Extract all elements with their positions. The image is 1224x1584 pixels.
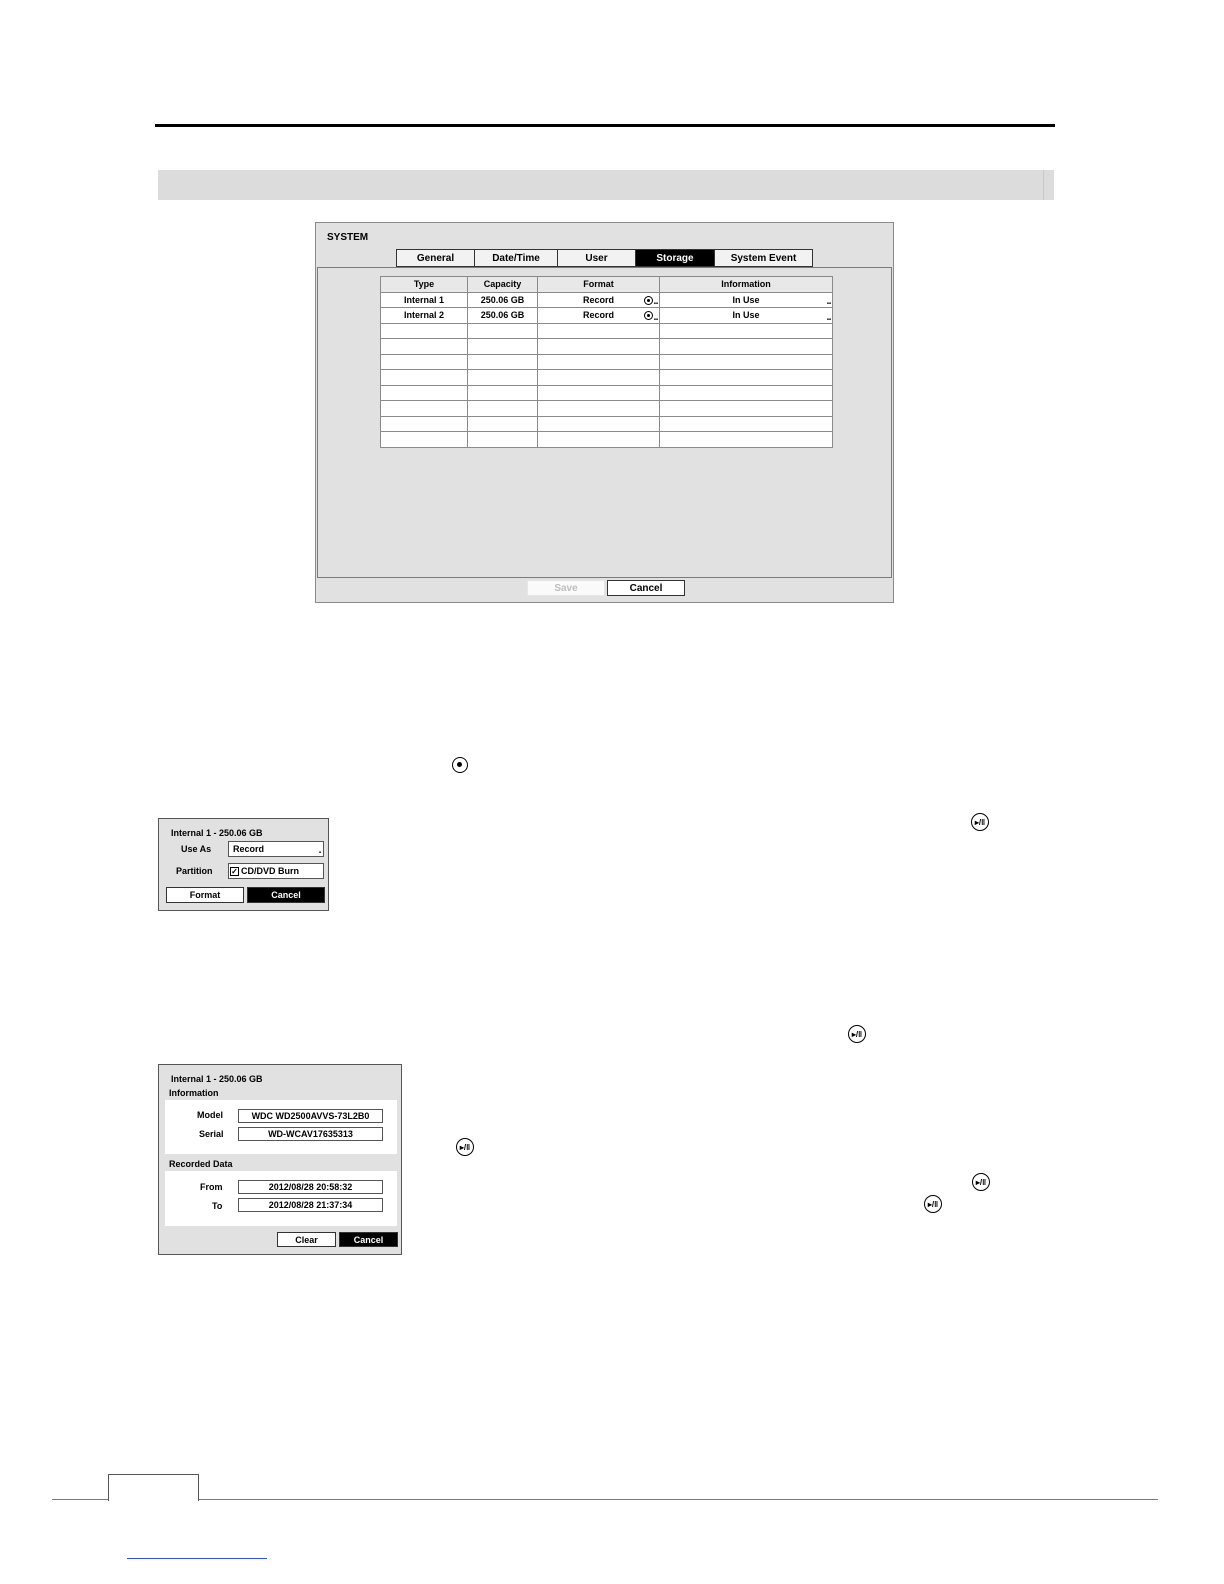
play-pause-icon: ▸/‖ bbox=[456, 1138, 474, 1156]
checkbox-checked-icon[interactable]: ✓ bbox=[231, 866, 238, 876]
format-cell bbox=[538, 323, 660, 339]
play-pause-icon: ▸/‖ bbox=[971, 813, 989, 831]
table-row bbox=[381, 401, 833, 417]
tab-general[interactable]: General bbox=[396, 249, 475, 267]
format-cell-label: Record bbox=[582, 294, 614, 305]
format-cell bbox=[538, 385, 660, 401]
from-field: 2012/08/28 20:58:32 bbox=[238, 1180, 383, 1194]
to-field: 2012/08/28 21:37:34 bbox=[238, 1198, 383, 1212]
capacity-cell bbox=[468, 416, 538, 432]
play-pause-icon: ▸/‖ bbox=[848, 1025, 866, 1043]
information-cell bbox=[660, 385, 833, 401]
cancel-button[interactable]: Cancel bbox=[339, 1232, 398, 1247]
storage-table bbox=[380, 276, 833, 448]
information-cell bbox=[660, 432, 833, 448]
tab-bar bbox=[396, 249, 813, 267]
dialog-title: Internal 1 - 250.06 GB bbox=[171, 1074, 263, 1084]
format-cell bbox=[538, 432, 660, 448]
format-radio-icon[interactable] bbox=[644, 296, 653, 305]
information-heading: Information bbox=[169, 1088, 219, 1098]
play-pause-icon: ▸/‖ bbox=[972, 1173, 990, 1191]
format-cell bbox=[538, 339, 660, 355]
from-label: From bbox=[200, 1182, 223, 1192]
clear-button[interactable]: Clear bbox=[277, 1232, 336, 1247]
save-button[interactable]: Save bbox=[527, 580, 605, 596]
section-heading-bar bbox=[158, 170, 1054, 200]
information-cell bbox=[660, 339, 833, 355]
use-as-label: Use As bbox=[181, 844, 212, 854]
format-cell bbox=[538, 370, 660, 386]
tab-user[interactable]: User bbox=[558, 249, 636, 267]
capacity-cell bbox=[468, 401, 538, 417]
information-cell[interactable]: In Use ▪▪ bbox=[660, 308, 833, 324]
table-row bbox=[381, 416, 833, 432]
column-header-capacity: Capacity bbox=[468, 277, 538, 293]
disk-information-dialog bbox=[158, 1064, 402, 1255]
format-cell[interactable]: Record ▪▪ bbox=[538, 308, 660, 324]
table-row bbox=[381, 354, 833, 370]
table-row[interactable] bbox=[381, 308, 833, 324]
table-row bbox=[381, 385, 833, 401]
capacity-cell bbox=[468, 432, 538, 448]
format-dialog bbox=[158, 818, 329, 911]
tab-date-time[interactable]: Date/Time bbox=[475, 249, 558, 267]
partition-value: CD/DVD Burn bbox=[241, 866, 299, 876]
type-cell bbox=[381, 354, 468, 370]
cancel-button[interactable]: Cancel bbox=[247, 887, 325, 903]
tab-system-event[interactable]: System Event bbox=[715, 249, 813, 267]
information-cell bbox=[660, 370, 833, 386]
footer-link-underline bbox=[127, 1558, 267, 1559]
header-rule bbox=[155, 124, 1055, 127]
radio-dot-icon bbox=[452, 757, 468, 773]
table-row[interactable] bbox=[381, 292, 833, 308]
type-cell bbox=[381, 370, 468, 386]
format-cell[interactable]: Record ▪▪ bbox=[538, 292, 660, 308]
partition-field[interactable] bbox=[228, 863, 324, 879]
format-cell bbox=[538, 354, 660, 370]
information-cell-label: In Use bbox=[732, 310, 760, 321]
use-as-dropdown[interactable] bbox=[228, 841, 324, 857]
dropdown-marker-icon: ▪ bbox=[318, 850, 321, 856]
table-row bbox=[381, 323, 833, 339]
information-cell[interactable]: In Use ▪▪ bbox=[660, 292, 833, 308]
capacity-cell bbox=[468, 323, 538, 339]
type-cell bbox=[381, 339, 468, 355]
column-header-information: Information bbox=[660, 277, 833, 293]
capacity-cell: 250.06 GB bbox=[468, 292, 538, 308]
information-cell bbox=[660, 354, 833, 370]
footer-rule bbox=[52, 1499, 1158, 1500]
dialog-title: Internal 1 - 250.06 GB bbox=[171, 828, 263, 838]
format-radio-icon[interactable] bbox=[644, 311, 653, 320]
table-row bbox=[381, 370, 833, 386]
recorded-data-heading: Recorded Data bbox=[169, 1159, 233, 1169]
format-cell-label: Record bbox=[582, 310, 614, 321]
model-field: WDC WD2500AVVS-73L2B0 bbox=[238, 1109, 383, 1123]
type-cell bbox=[381, 323, 468, 339]
use-as-value: Record bbox=[233, 844, 265, 854]
serial-label: Serial bbox=[199, 1129, 224, 1139]
storage-panel bbox=[317, 267, 892, 578]
table-row bbox=[381, 339, 833, 355]
information-cell-label: In Use bbox=[732, 294, 760, 305]
model-label: Model bbox=[197, 1110, 223, 1120]
column-header-type: Type bbox=[381, 277, 468, 293]
type-cell: Internal 1 bbox=[381, 292, 468, 308]
format-cell bbox=[538, 416, 660, 432]
format-cell bbox=[538, 401, 660, 417]
window-title: SYSTEM bbox=[327, 232, 369, 243]
type-cell bbox=[381, 416, 468, 432]
cancel-button[interactable]: Cancel bbox=[607, 580, 685, 596]
to-label: To bbox=[212, 1201, 223, 1211]
capacity-cell: 250.06 GB bbox=[468, 308, 538, 324]
tab-storage[interactable]: Storage bbox=[636, 249, 715, 267]
information-cell bbox=[660, 401, 833, 417]
information-cell bbox=[660, 416, 833, 432]
serial-field: WD-WCAV17635313 bbox=[238, 1127, 383, 1141]
system-storage-window bbox=[315, 222, 894, 603]
page-number-tab bbox=[108, 1474, 199, 1501]
capacity-cell bbox=[468, 370, 538, 386]
capacity-cell bbox=[468, 385, 538, 401]
format-button[interactable]: Format bbox=[166, 887, 244, 903]
information-cell bbox=[660, 323, 833, 339]
table-row bbox=[381, 432, 833, 448]
type-cell bbox=[381, 401, 468, 417]
play-pause-icon: ▸/‖ bbox=[924, 1195, 942, 1213]
capacity-cell bbox=[468, 339, 538, 355]
type-cell: Internal 2 bbox=[381, 308, 468, 324]
column-header-format: Format bbox=[538, 277, 660, 293]
type-cell bbox=[381, 432, 468, 448]
partition-label: Partition bbox=[176, 866, 213, 876]
type-cell bbox=[381, 385, 468, 401]
capacity-cell bbox=[468, 354, 538, 370]
